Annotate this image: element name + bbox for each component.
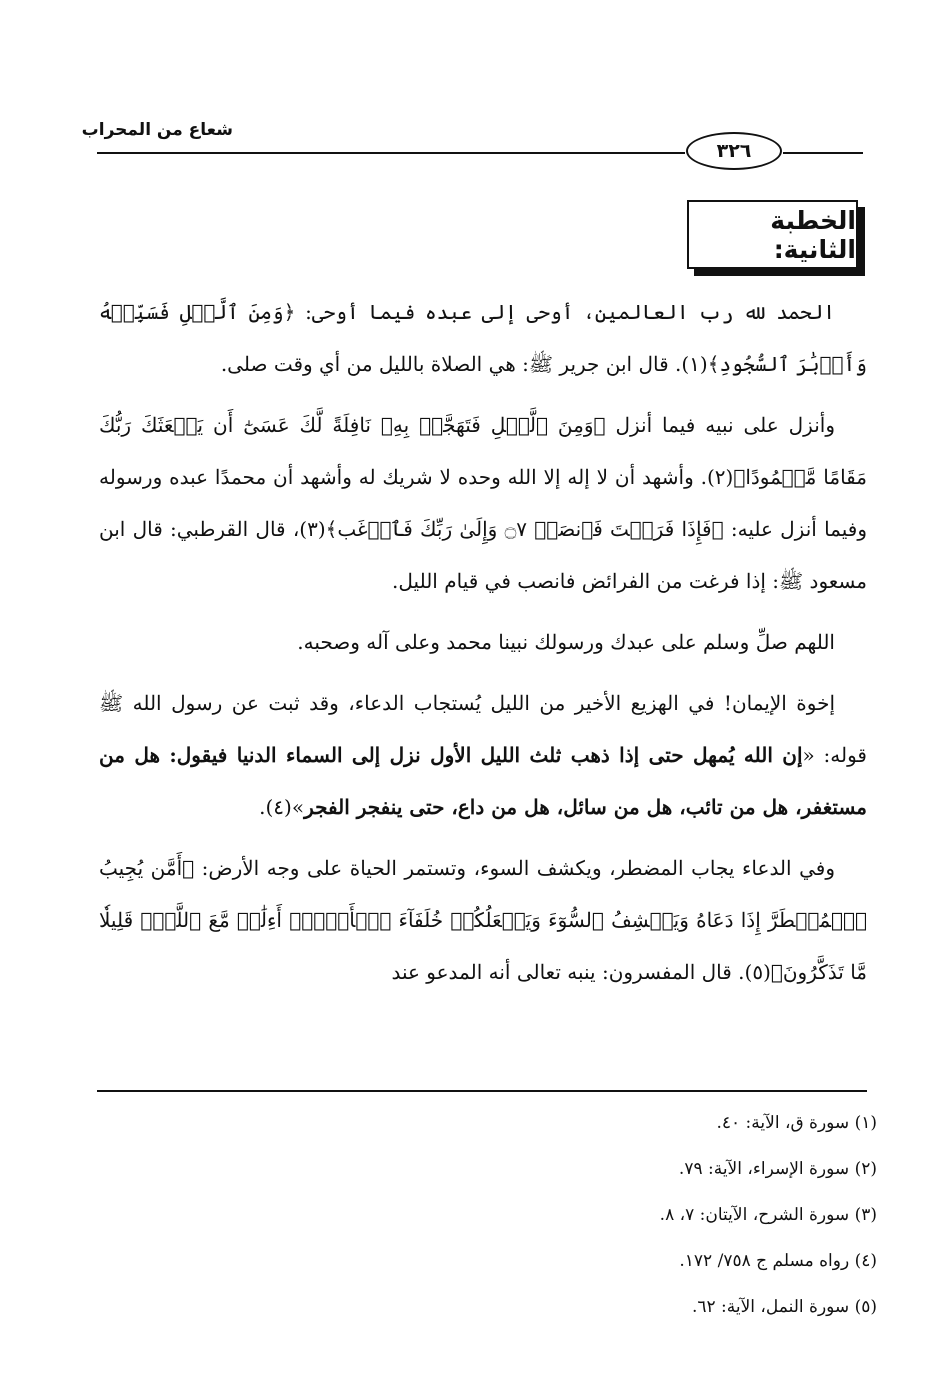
footnote: (٤) رواه مسلم ج ٧٥٨/ ١٧٢. [679,1251,877,1271]
footnotes [97,1100,877,1330]
footnote-rule [97,1090,867,1092]
footnote: (٢) سورة الإسراء، الآية: ٧٩. [678,1159,877,1179]
header-rule-left [97,152,685,154]
hadith-outro: »(٤). [259,795,305,819]
footnote: (١) سورة ق، الآية: ٤٠. [716,1113,877,1133]
paragraph: اللهم صلِّ وسلم على عبدك ورسولك نبينا محمد وعلى آله وصحبه. [297,630,835,654]
paragraph: وأنزل على نبيه فيما أنزل ﴿وَمِنَ ٱلَّيۡلِ فَتَهَجَّدۡ بِهِۦ نَافِلَةً لَّكَ عَسَىٰٓ أَن يَبۡعَثَكَ رَبُّكَ مَقَامًا مَّحۡمُودًا﴾(٢). وأشهد أن لا إله إلا الله وحده لا شريك له وأشهد أن محمدًا عبده ورسوله وفيما أنزل عليه: ﴿فَإِذَا فَرَغۡتَ فَٱنصَبۡ ۝٧ وَإِلَىٰ رَبِّكَ فَٱرۡغَب﴾(٣)، قال القرطبي: قال ابن مسعود ﷺ: إذا فرغت من الفرائض فانصب في قيام الليل. [99,413,868,593]
footnote: (٣) سورة الشرح، الآيتان: ٧، ٨. [659,1205,877,1225]
body-text [99,286,867,1007]
paragraph: الحمد لله رب العالمين، أوحى إلى عبده فيما أوحى: ﴿وَمِنَ ٱلَّيۡلِ فَسَبِّحۡهُ وَأَدۡبَٰرَ ٱلسُّجُودِ﴾(١). قال ابن جرير ﷺ: هي الصلاة بالليل من أي وقت صلى. [99,300,867,376]
header-rule-right [783,152,863,154]
paragraph: وفي الدعاء يجاب المضطر، ويكشف السوء، وتستمر الحياة على وجه الأرض: ﴿أَمَّن يُجِيبُ ٱلۡمُضۡطَرَّ إِذَا دَعَاهُ وَيَكۡشِفُ ٱلسُّوٓءَ وَيَجۡعَلُكُمۡ خُلَفَآءَ ٱلۡأَرۡضِۗ أَءِلَٰهٞ مَّعَ ٱللَّهِۚ قَلِيلٗا مَّا تَذَكَّرُونَ﴾(٥). قال المفسرون: ينبه تعالى أنه المدعو عند [99,856,867,984]
footnote: (٥) سورة النمل، الآية: ٦٢. [691,1297,877,1317]
section-heading: الخطبة الثانية: [687,200,858,269]
running-title: شعاع من المحراب [81,120,233,140]
hadith-paragraph [99,677,867,833]
hadith-intro: إخوة الإيمان! في الهزيع الأخير من الليل يُستجاب الدعاء، وقد ثبت عن رسول الله ﷺ قوله: « [99,691,867,767]
hadith-quote: إن الله يُمهل حتى إذا ذهب ثلث الليل الأول نزل إلى السماء الدنيا فيقول: هل من مستغفر، هل من تائب، هل من سائل، هل من داع، حتى ينفجر الفجر [99,743,867,819]
page-number: ٣٢٦ [686,132,782,170]
